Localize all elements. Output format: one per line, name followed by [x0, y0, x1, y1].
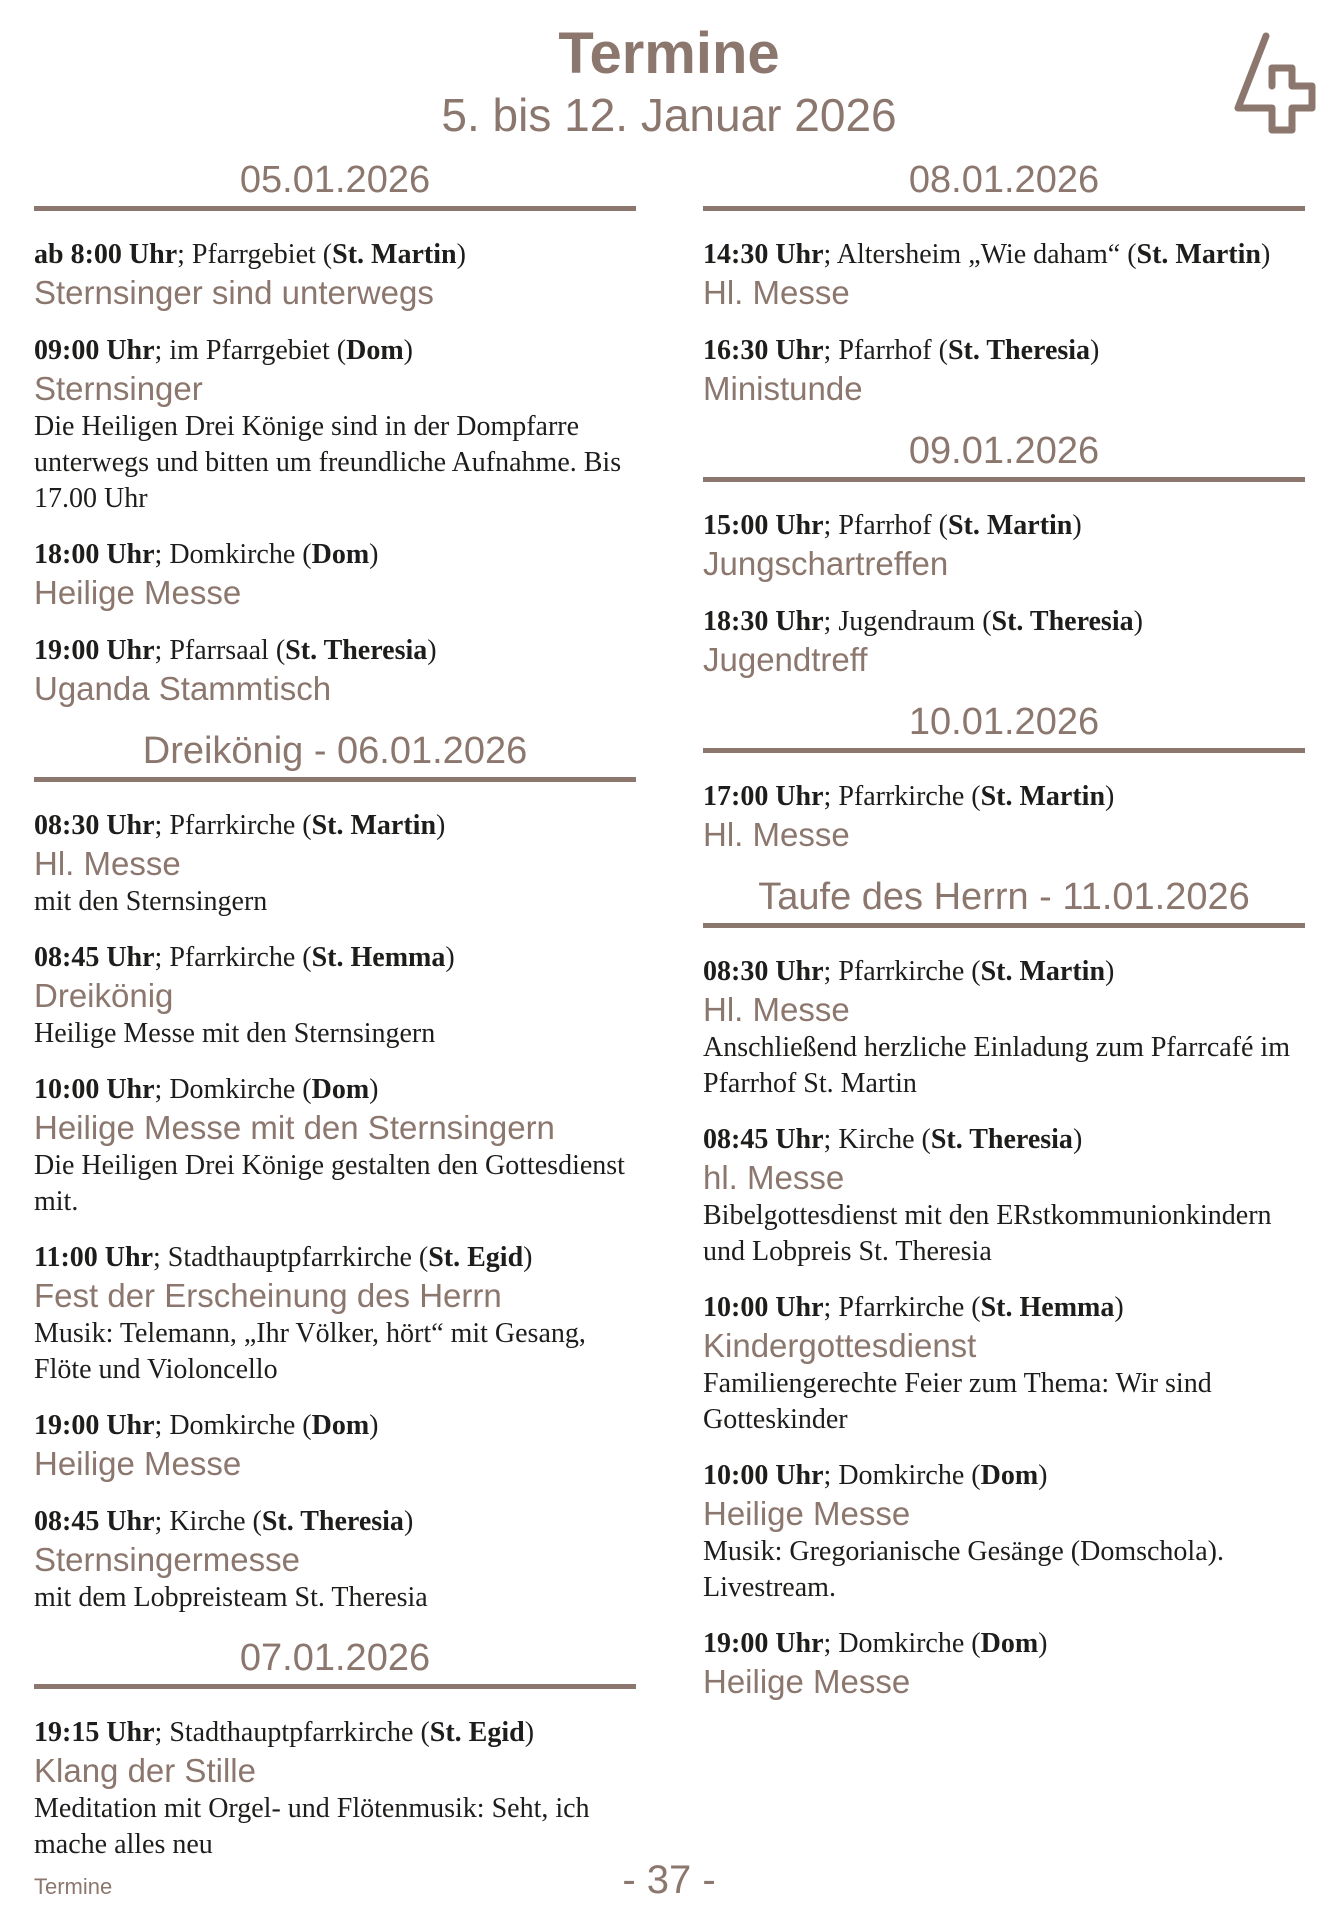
- event-parish: St. Egid: [429, 1717, 525, 1748]
- paren-open: (: [268, 635, 286, 666]
- separator: ;: [154, 635, 170, 666]
- separator: ;: [154, 810, 170, 841]
- event-time: 19:00 Uhr: [34, 635, 155, 666]
- event-item: [703, 508, 1305, 584]
- event-time: 10:00 Uhr: [703, 1292, 824, 1323]
- paren-close: ): [1038, 1460, 1048, 1491]
- event-parish: St. Martin: [332, 239, 457, 270]
- event-item: [34, 940, 636, 1052]
- paren-close: ): [1260, 239, 1271, 270]
- separator: ;: [154, 1074, 170, 1105]
- event-item: [34, 537, 636, 613]
- event-description: Die Heiligen Drei Könige sind in der Dompfarre unterwegs und bitten um freundliche Aufnahme. Bis 17.00 Uhr: [34, 411, 622, 514]
- day-section: [703, 875, 1305, 1702]
- event-item: [34, 808, 636, 920]
- paren-open: (: [315, 239, 333, 270]
- event-description: Musik: Telemann, „Ihr Völker, hört“ mit Gesang, Flöte und Violoncello: [34, 1318, 586, 1385]
- event-time: 09:00 Uhr: [34, 335, 155, 366]
- separator: ;: [823, 606, 839, 637]
- four-cross-logo-icon: [1232, 30, 1322, 138]
- event-meta: [703, 237, 1305, 273]
- paren-open: (: [295, 539, 312, 570]
- event-time: 10:00 Uhr: [34, 1074, 155, 1105]
- event-time: 08:30 Uhr: [703, 956, 824, 987]
- event-item: [34, 633, 636, 709]
- event-item: [703, 1458, 1305, 1606]
- event-name: Heilige Messe: [703, 1663, 911, 1700]
- separator: ;: [823, 956, 839, 987]
- paren-open: (: [964, 956, 981, 987]
- event-description: Heilige Messe mit den Sternsingern: [34, 1018, 436, 1049]
- day-heading: 10.01.2026: [703, 700, 1305, 753]
- event-place: Kirche: [169, 1506, 246, 1537]
- event-name: Heilige Messe: [34, 1445, 242, 1482]
- event-place: Pfarrkirche: [169, 942, 296, 973]
- event-place: Pfarrgebiet: [191, 239, 316, 270]
- event-parish: Dom: [980, 1460, 1039, 1491]
- event-time: ab 8:00 Uhr: [34, 239, 178, 270]
- page-title: Termine: [558, 21, 780, 86]
- event-item: [703, 1122, 1305, 1270]
- event-meta: [703, 604, 1305, 640]
- paren-open: (: [931, 335, 948, 366]
- separator: ;: [823, 1460, 839, 1491]
- event-time: 08:45 Uhr: [703, 1124, 824, 1155]
- paren-close: ): [1114, 1292, 1124, 1323]
- paren-open: (: [411, 1242, 429, 1273]
- event-meta: [34, 1504, 636, 1540]
- event-place: Domkirche: [838, 1628, 965, 1659]
- paren-close: ): [445, 942, 455, 973]
- event-place: Domkirche: [169, 539, 296, 570]
- event-place: Pfarrkirche: [838, 1292, 965, 1323]
- paren-open: (: [295, 942, 312, 973]
- separator: ;: [154, 335, 170, 366]
- day-heading: 09.01.2026: [703, 429, 1305, 482]
- event-name: Uganda Stammtisch: [34, 670, 332, 707]
- paren-close: ): [1072, 1124, 1083, 1155]
- separator: ;: [823, 510, 839, 541]
- event-item: [703, 954, 1305, 1102]
- paren-open: (: [964, 781, 981, 812]
- paren-open: (: [329, 335, 347, 366]
- event-name: Sternsinger sind unterwegs: [34, 274, 434, 311]
- event-item: [703, 1626, 1305, 1702]
- event-parish: Dom: [311, 539, 370, 570]
- event-item: [703, 604, 1305, 680]
- event-place: Domkirche: [169, 1074, 296, 1105]
- page-number: - 37 -: [622, 1858, 716, 1902]
- paren-close: ): [1105, 956, 1115, 987]
- event-meta: [34, 1072, 636, 1108]
- event-place: Domkirche: [838, 1460, 965, 1491]
- paren-close: ): [369, 1410, 379, 1441]
- separator: ;: [154, 539, 170, 570]
- day-section: [703, 429, 1305, 680]
- event-item: [703, 237, 1305, 313]
- separator: ;: [823, 781, 839, 812]
- paren-open: (: [413, 1717, 430, 1748]
- paren-open: (: [295, 1410, 312, 1441]
- event-parish: St. Martin: [947, 510, 1073, 541]
- event-item: [703, 333, 1305, 409]
- paren-open: (: [295, 1074, 312, 1105]
- separator: ;: [154, 942, 170, 973]
- event-item: [34, 1240, 636, 1388]
- event-description: Meditation mit Orgel- und Flötenmusik: Seht, ich mache alles neu: [34, 1793, 590, 1860]
- event-name: Hl. Messe: [703, 274, 850, 311]
- event-place: Pfarrkirche: [838, 781, 965, 812]
- event-place: Pfarrsaal: [169, 635, 269, 666]
- event-time: 08:45 Uhr: [34, 1506, 155, 1537]
- event-place: Pfarrkirche: [838, 956, 965, 987]
- page-header: [0, 0, 1338, 150]
- event-parish: St. Hemma: [980, 1292, 1115, 1323]
- day-heading: 07.01.2026: [34, 1636, 636, 1689]
- event-parish: St. Martin: [1136, 239, 1261, 270]
- event-parish: St. Hemma: [311, 942, 446, 973]
- event-name: Dreikönig: [34, 977, 174, 1014]
- paren-close: ): [369, 539, 379, 570]
- event-meta: [703, 1458, 1305, 1494]
- event-meta: [703, 1122, 1305, 1158]
- event-description: Bibelgottesdienst mit den ERstkommunionkindern und Lobpreis St. Theresia: [703, 1200, 1272, 1267]
- event-meta: [34, 237, 636, 273]
- event-meta: [703, 508, 1305, 544]
- event-parish: Dom: [311, 1074, 370, 1105]
- event-place: Jugendraum: [838, 606, 976, 637]
- day-heading: Taufe des Herrn - 11.01.2026: [703, 875, 1305, 928]
- event-meta: [703, 1290, 1305, 1326]
- separator: ;: [823, 335, 839, 366]
- separator: ;: [823, 1628, 839, 1659]
- paren-open: (: [245, 1506, 262, 1537]
- event-time: 11:00 Uhr: [34, 1242, 153, 1273]
- event-name: Hl. Messe: [703, 816, 850, 853]
- event-place: Pfarrkirche: [169, 810, 296, 841]
- event-parish: St. Egid: [428, 1242, 524, 1273]
- event-time: 19:00 Uhr: [34, 1410, 155, 1441]
- event-place: im Pfarrgebiet: [169, 335, 330, 366]
- paren-open: (: [964, 1292, 981, 1323]
- paren-open: (: [1120, 239, 1137, 270]
- day-heading: Dreikönig - 06.01.2026: [34, 729, 636, 782]
- event-parish: Dom: [311, 1410, 370, 1441]
- event-meta: [703, 954, 1305, 990]
- event-item: [34, 333, 636, 517]
- day-section: [34, 729, 636, 1616]
- event-name: Sternsingermesse: [34, 1541, 300, 1578]
- event-description: Anschließend herzliche Einladung zum Pfarrcafé im Pfarrhof St. Martin: [703, 1032, 1290, 1099]
- event-parish: St. Theresia: [991, 606, 1134, 637]
- event-item: [34, 1504, 636, 1616]
- day-section: [703, 158, 1305, 409]
- event-name: Jugendtreff: [703, 641, 868, 678]
- event-meta: [34, 633, 636, 669]
- event-time: 16:30 Uhr: [703, 335, 824, 366]
- event-meta: [34, 1408, 636, 1444]
- paren-close: ): [1090, 335, 1100, 366]
- page-subtitle: 5. bis 12. Januar 2026: [441, 89, 897, 141]
- event-place: Kirche: [838, 1124, 915, 1155]
- separator: ;: [154, 1410, 170, 1441]
- day-section: [703, 700, 1305, 855]
- event-name: Klang der Stille: [34, 1752, 256, 1789]
- footer-section-label: Termine: [34, 1874, 113, 1899]
- event-item: [34, 1715, 636, 1863]
- event-item: [34, 237, 636, 313]
- event-item: [34, 1408, 636, 1484]
- event-parish: St. Theresia: [947, 335, 1091, 366]
- separator: ;: [823, 239, 837, 270]
- separator: ;: [154, 1506, 170, 1537]
- event-meta: [703, 1626, 1305, 1662]
- event-place: Stadthauptpfarrkirche: [167, 1242, 412, 1273]
- separator: ;: [823, 1292, 839, 1323]
- event-parish: St. Theresia: [285, 635, 428, 666]
- event-description: Familiengerechte Feier zum Thema: Wir sind Gotteskinder: [703, 1368, 1212, 1435]
- event-place: Pfarrhof: [838, 335, 932, 366]
- event-name: Hl. Messe: [703, 991, 850, 1028]
- event-parish: St. Martin: [980, 781, 1106, 812]
- event-time: 08:45 Uhr: [34, 942, 155, 973]
- event-meta: [703, 779, 1305, 815]
- event-parish: Dom: [346, 335, 404, 366]
- event-name: Heilige Messe mit den Sternsingern: [34, 1109, 555, 1146]
- event-description: mit dem Lobpreisteam St. Theresia: [34, 1582, 428, 1613]
- paren-close: ): [1038, 1628, 1048, 1659]
- event-item: [34, 1072, 636, 1220]
- event-parish: St. Martin: [311, 810, 437, 841]
- event-name: Sternsinger: [34, 370, 203, 407]
- day-section: [34, 158, 636, 709]
- left-column: [34, 158, 636, 1883]
- event-parish: Dom: [980, 1628, 1039, 1659]
- paren-close: ): [456, 239, 466, 270]
- event-time: 14:30 Uhr: [703, 239, 824, 270]
- event-time: 19:00 Uhr: [703, 1628, 824, 1659]
- event-name: Heilige Messe: [703, 1495, 911, 1532]
- paren-open: (: [295, 810, 312, 841]
- event-time: 15:00 Uhr: [703, 510, 824, 541]
- event-meta: [34, 537, 636, 573]
- right-column: [703, 158, 1305, 1722]
- event-parish: St. Martin: [980, 956, 1106, 987]
- paren-open: (: [975, 606, 992, 637]
- event-name: Jungschartreffen: [703, 545, 949, 582]
- event-name: Heilige Messe: [34, 574, 242, 611]
- event-place: Altersheim „Wie daham“: [836, 239, 1121, 270]
- event-meta: [34, 808, 636, 844]
- event-time: 17:00 Uhr: [703, 781, 824, 812]
- event-time: 18:30 Uhr: [703, 606, 824, 637]
- event-place: Pfarrhof: [838, 510, 932, 541]
- separator: ;: [177, 239, 192, 270]
- event-meta: [34, 333, 636, 369]
- paren-open: (: [931, 510, 948, 541]
- paren-close: ): [436, 810, 446, 841]
- paren-close: ): [1072, 510, 1082, 541]
- event-description: Musik: Gregorianische Gesänge (Domschola). Livestream.: [703, 1536, 1224, 1603]
- event-name: hl. Messe: [703, 1159, 845, 1196]
- separator: ;: [153, 1242, 168, 1273]
- paren-close: ): [369, 1074, 379, 1105]
- paren-close: ): [1133, 606, 1143, 637]
- paren-close: ): [403, 1506, 414, 1537]
- event-meta: [34, 1715, 636, 1751]
- event-item: [703, 779, 1305, 855]
- day-heading: 05.01.2026: [34, 158, 636, 211]
- event-description: mit den Sternsingern: [34, 886, 268, 917]
- event-item: [703, 1290, 1305, 1438]
- paren-close: ): [524, 1717, 535, 1748]
- event-meta: [703, 333, 1305, 369]
- day-heading: 08.01.2026: [703, 158, 1305, 211]
- event-place: Stadthauptpfarrkirche: [169, 1717, 414, 1748]
- event-name: Ministunde: [703, 370, 863, 407]
- event-parish: St. Theresia: [261, 1506, 404, 1537]
- separator: ;: [823, 1124, 839, 1155]
- event-name: Fest der Erscheinung des Herrn: [34, 1277, 502, 1314]
- paren-close: ): [523, 1242, 533, 1273]
- event-name: Hl. Messe: [34, 845, 181, 882]
- event-time: 19:15 Uhr: [34, 1717, 155, 1748]
- event-time: 10:00 Uhr: [703, 1460, 824, 1491]
- paren-close: ): [427, 635, 437, 666]
- paren-open: (: [964, 1628, 981, 1659]
- paren-open: (: [914, 1124, 931, 1155]
- day-section: [34, 1636, 636, 1863]
- event-description: Die Heiligen Drei Könige gestalten den Gottesdienst mit.: [34, 1150, 625, 1217]
- paren-open: (: [964, 1460, 981, 1491]
- event-time: 08:30 Uhr: [34, 810, 155, 841]
- event-name: Kindergottesdienst: [703, 1327, 977, 1364]
- separator: ;: [154, 1717, 170, 1748]
- paren-close: ): [403, 335, 413, 366]
- event-place: Domkirche: [169, 1410, 296, 1441]
- paren-close: ): [1105, 781, 1115, 812]
- event-meta: [34, 940, 636, 976]
- event-meta: [34, 1240, 636, 1276]
- event-time: 18:00 Uhr: [34, 539, 155, 570]
- event-parish: St. Theresia: [930, 1124, 1073, 1155]
